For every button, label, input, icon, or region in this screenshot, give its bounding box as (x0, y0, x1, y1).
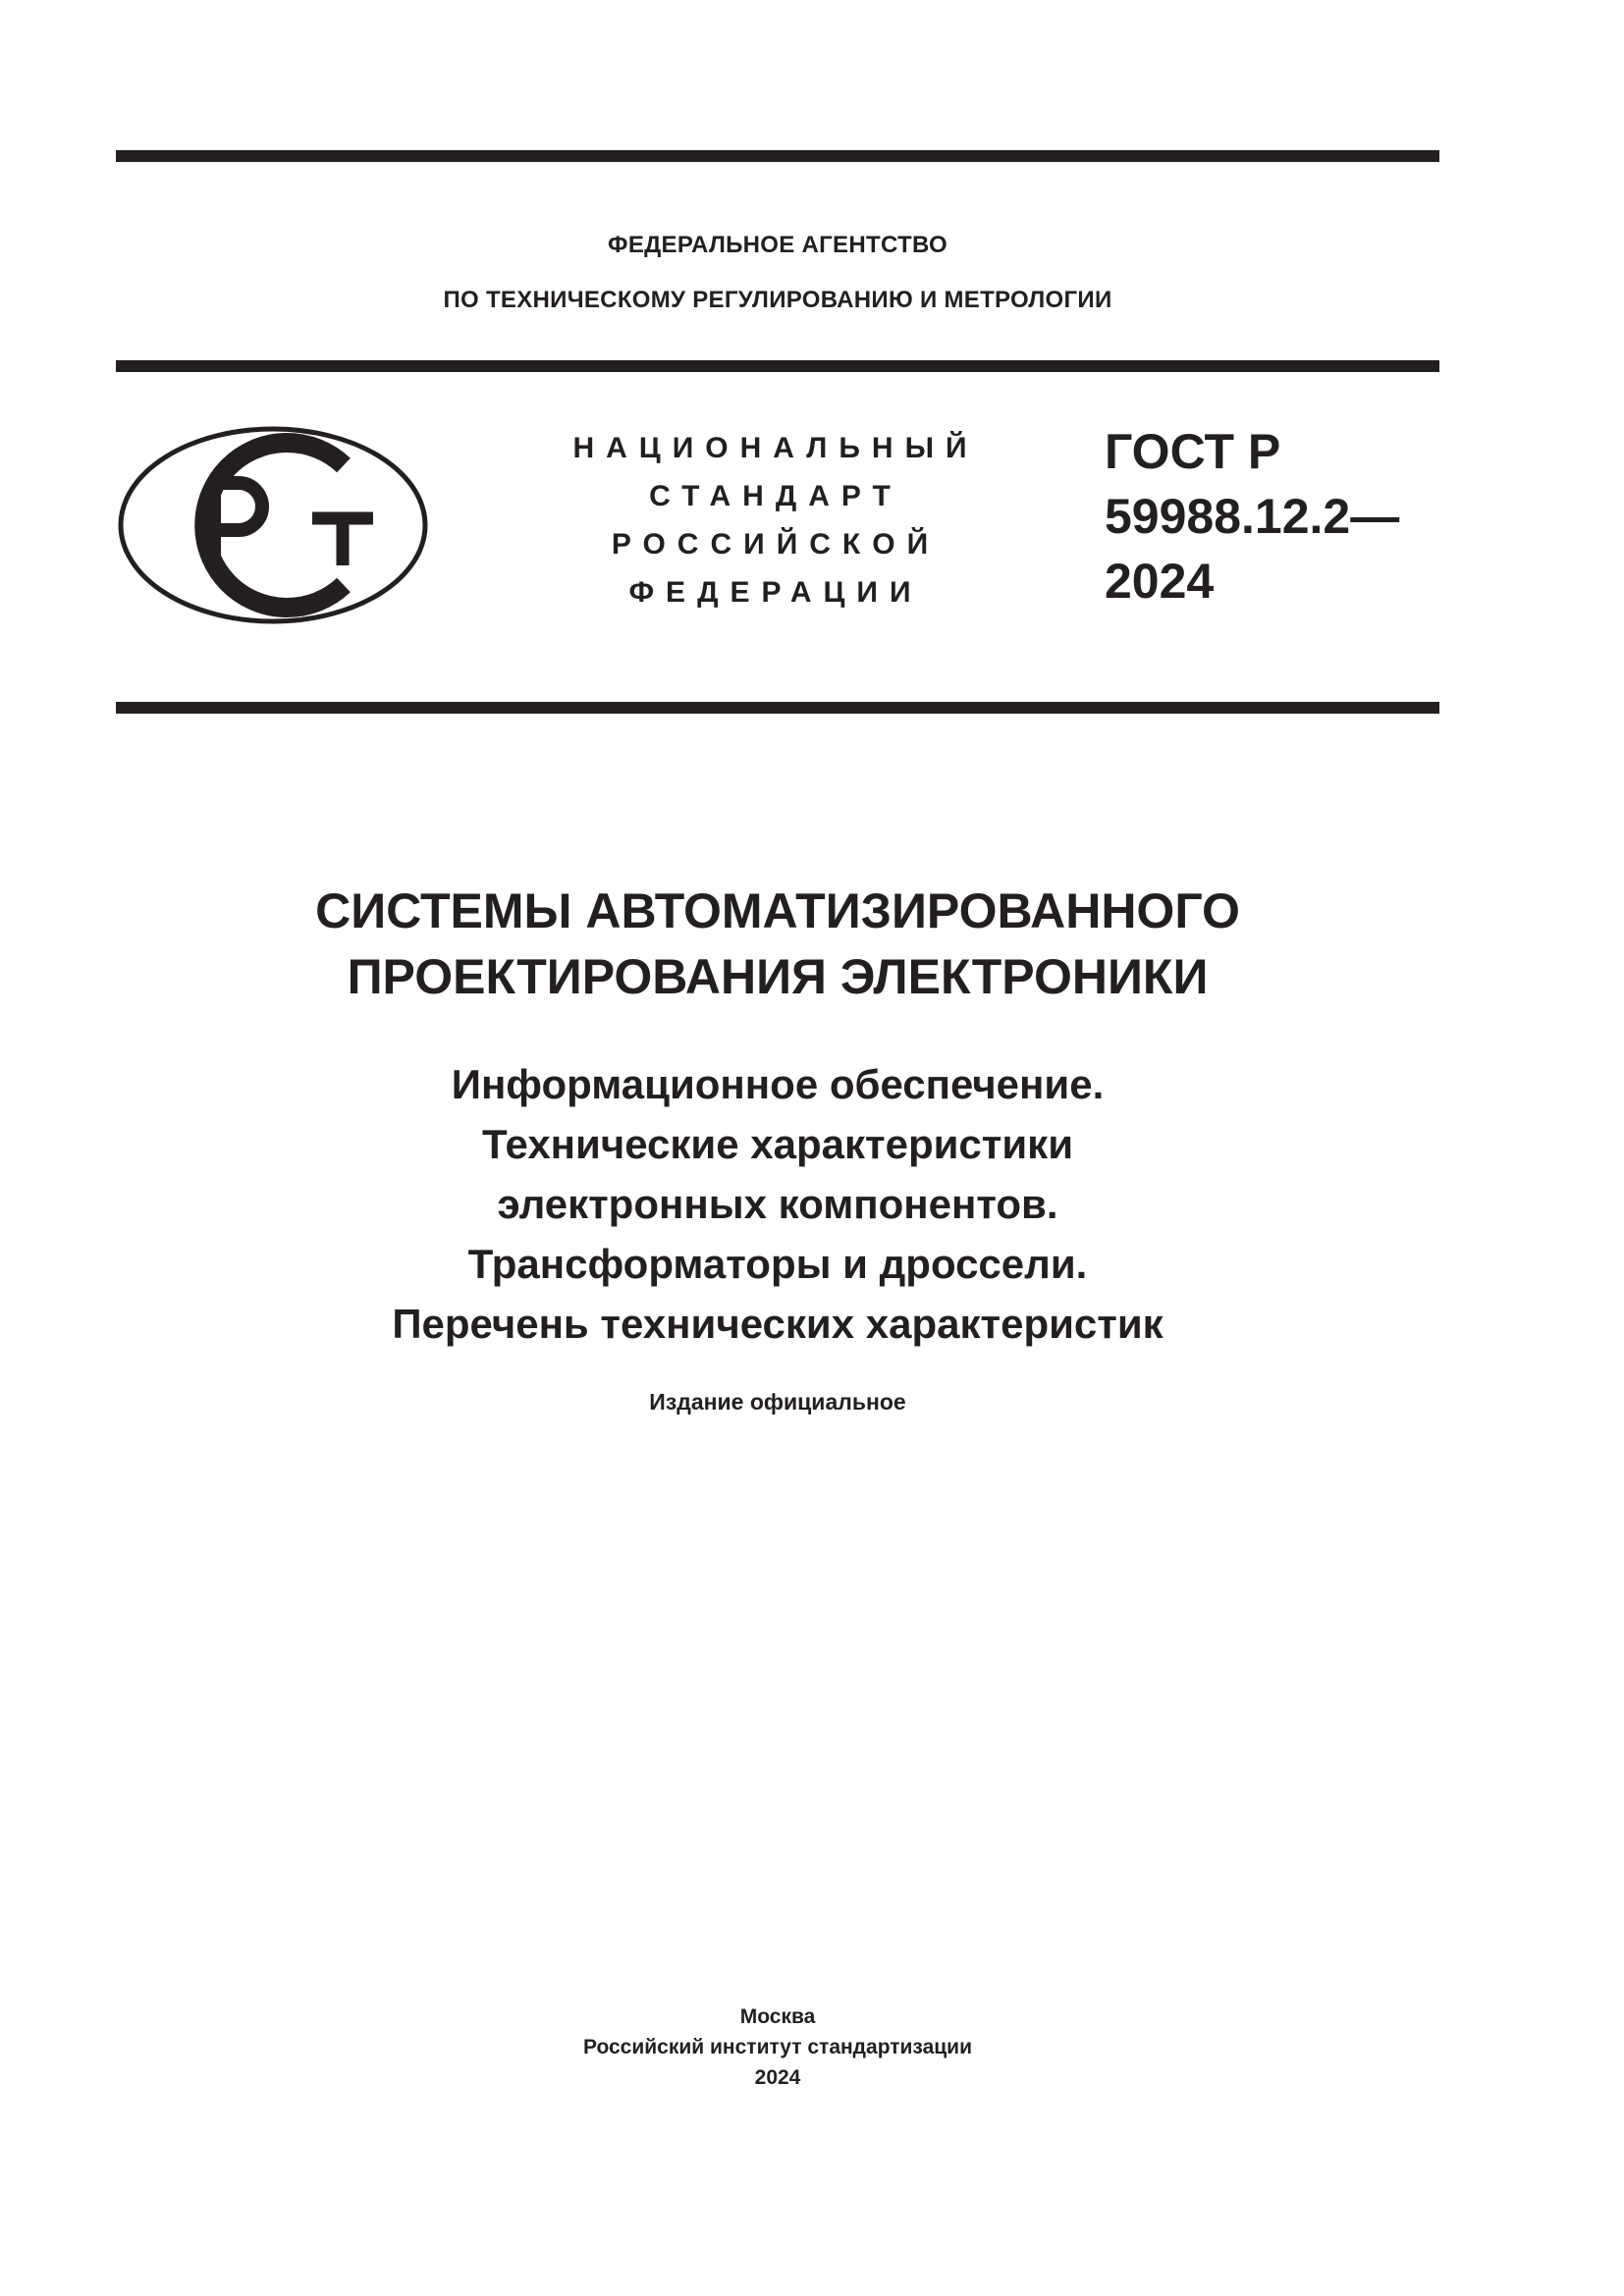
top-rule (116, 150, 1439, 162)
standard-line-2: СТАНДАРТ (649, 480, 902, 512)
title-line-2: ПРОЕКТИРОВАНИЯ ЭЛЕКТРОНИКИ (347, 949, 1209, 1004)
standard-line-3: РОССИЙСКОЙ (611, 528, 941, 561)
subtitle-line-5: Перечень технических характеристик (392, 1301, 1164, 1347)
document-subtitle (116, 1054, 1439, 1354)
designation-line-1: ГОСТ Р (1105, 424, 1281, 479)
subtitle-line-3: электронных компонентов. (497, 1181, 1058, 1227)
imprint-city: Москва (739, 2005, 816, 2028)
agency-line-1: ФЕДЕРАЛЬНОЕ АГЕНТСТВО (608, 232, 947, 258)
subtitle-line-4: Трансформаторы и дроссели. (467, 1241, 1088, 1287)
designation-line-3: 2024 (1105, 554, 1215, 609)
national-standard-label (545, 424, 1006, 616)
imprint-year: 2024 (754, 2066, 801, 2089)
title-line-1: СИСТЕМЫ АВТОМАТИЗИРОВАННОГО (315, 883, 1240, 938)
standard-line-4: ФЕДЕРАЦИИ (628, 576, 923, 609)
standard-designation (1105, 419, 1399, 614)
subtitle-line-1: Информационное обеспечение. (451, 1061, 1105, 1107)
standard-line-1: НАЦИОНАЛЬНЫЙ (572, 432, 979, 464)
edition-label: Издание официальное (649, 1389, 906, 1415)
subtitle-line-2: Технические характеристики (481, 1121, 1074, 1167)
designation-line-2: 59988.12.2— (1105, 489, 1400, 544)
bottom-rule (116, 702, 1439, 714)
rst-certification-mark-icon (116, 422, 430, 628)
middle-rule (116, 360, 1439, 372)
agency-name (116, 218, 1439, 328)
agency-line-2: ПО ТЕХНИЧЕСКОМУ РЕГУЛИРОВАНИЮ И МЕТРОЛОГИИ (443, 287, 1112, 313)
document-title (116, 879, 1439, 1010)
imprint-publisher: Российский институт стандартизации (582, 2036, 973, 2058)
imprint (116, 2002, 1439, 2093)
